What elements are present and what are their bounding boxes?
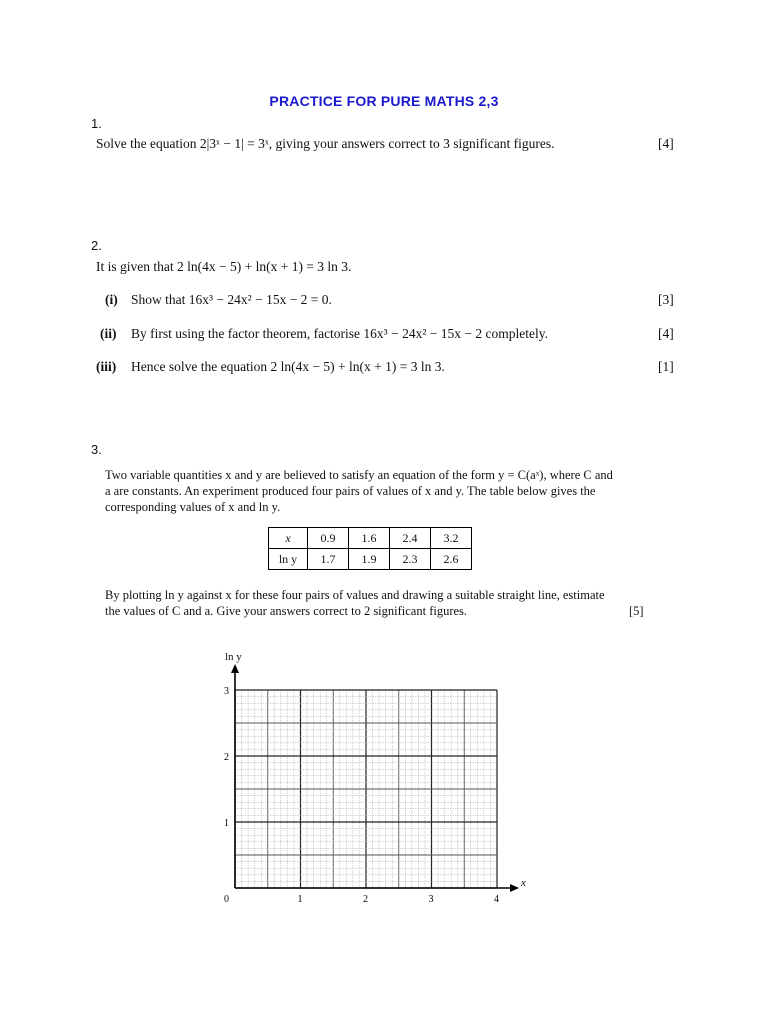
x-tick-labels	[298, 894, 500, 905]
x-tick-label: 3	[428, 894, 434, 905]
y-tick-labels	[224, 686, 229, 829]
origin-label: 0	[224, 894, 229, 905]
y-axis-arrow-icon	[231, 664, 239, 673]
table-cell: 1.9	[349, 549, 390, 570]
table-cell: 2.6	[431, 549, 472, 570]
question-2-part-iii-marks: [1]	[658, 359, 674, 374]
question-3-paragraph-1	[105, 467, 650, 515]
table-row	[269, 528, 472, 549]
question-3-marks: [5]	[629, 604, 644, 618]
grid	[235, 690, 497, 888]
x-axis-label: x	[521, 877, 526, 889]
table-cell: 2.3	[390, 549, 431, 570]
question-2-intro: It is given that 2 ln(4x − 5) + ln(x + 1) = 3 ln 3.	[96, 259, 352, 274]
table-cell: 1.6	[349, 528, 390, 549]
question-1-number: 1.	[91, 116, 102, 131]
table-row	[269, 549, 472, 570]
x-tick-label: 4	[494, 894, 499, 905]
question-2-part-ii-marks: [4]	[658, 326, 674, 341]
table-row-header: ln y	[269, 549, 308, 570]
question-2-part-i-marks: [3]	[658, 292, 674, 307]
question-1-marks: [4]	[658, 136, 674, 151]
question-3-para2-line: By plotting ln y against x for these four pairs of values and drawing a suitable straight line, estimate	[105, 588, 605, 602]
graph-paper	[200, 640, 540, 910]
table-cell: 1.7	[308, 549, 349, 570]
question-3-para1-line: a are constants. An experiment produced four pairs of values of x and y. The table below gives the	[105, 484, 596, 498]
y-tick-label: 1	[224, 818, 229, 829]
question-2-part-i-text: Show that 16x³ − 24x² − 15x − 2 = 0.	[131, 292, 332, 307]
question-3-number: 3.	[91, 442, 102, 457]
table-cell: 0.9	[308, 528, 349, 549]
question-2-part-i-label: (i)	[105, 292, 118, 307]
y-axis-label: ln y	[225, 651, 242, 663]
table-cell: 3.2	[431, 528, 472, 549]
question-2-number: 2.	[91, 238, 102, 253]
question-2-part-iii-text: Hence solve the equation 2 ln(4x − 5) + ln(x + 1) = 3 ln 3.	[131, 359, 445, 374]
question-2-part-ii-text: By first using the factor theorem, factorise 16x³ − 24x² − 15x − 2 completely.	[131, 326, 548, 341]
y-tick-label: 2	[224, 752, 229, 763]
x-tick-label: 1	[297, 894, 303, 905]
y-tick-label: 3	[224, 686, 229, 697]
x-axis-arrow-icon	[510, 884, 519, 892]
question-3-para2-line: the values of C and a. Give your answers correct to 2 significant figures.	[105, 604, 468, 618]
question-3-para1-line: Two variable quantities x and y are believed to satisfy an equation of the form y = C(aˣ), where C and	[105, 468, 613, 482]
table-cell: 2.4	[390, 528, 431, 549]
question-2-part-iii-label: (iii)	[96, 359, 117, 374]
table-row-header: x	[269, 528, 308, 549]
page-title: PRACTICE FOR PURE MATHS 2,3	[269, 93, 499, 109]
question-1-text: Solve the equation 2|3ˣ − 1| = 3ˣ, giving your answers correct to 3 significant figures.	[96, 136, 555, 151]
data-table	[268, 527, 472, 570]
x-tick-label: 2	[363, 894, 368, 905]
question-2-part-ii-label: (ii)	[100, 326, 117, 341]
question-3-para1-line: corresponding values of x and ln y.	[105, 500, 281, 514]
question-3-paragraph-2	[105, 587, 650, 619]
